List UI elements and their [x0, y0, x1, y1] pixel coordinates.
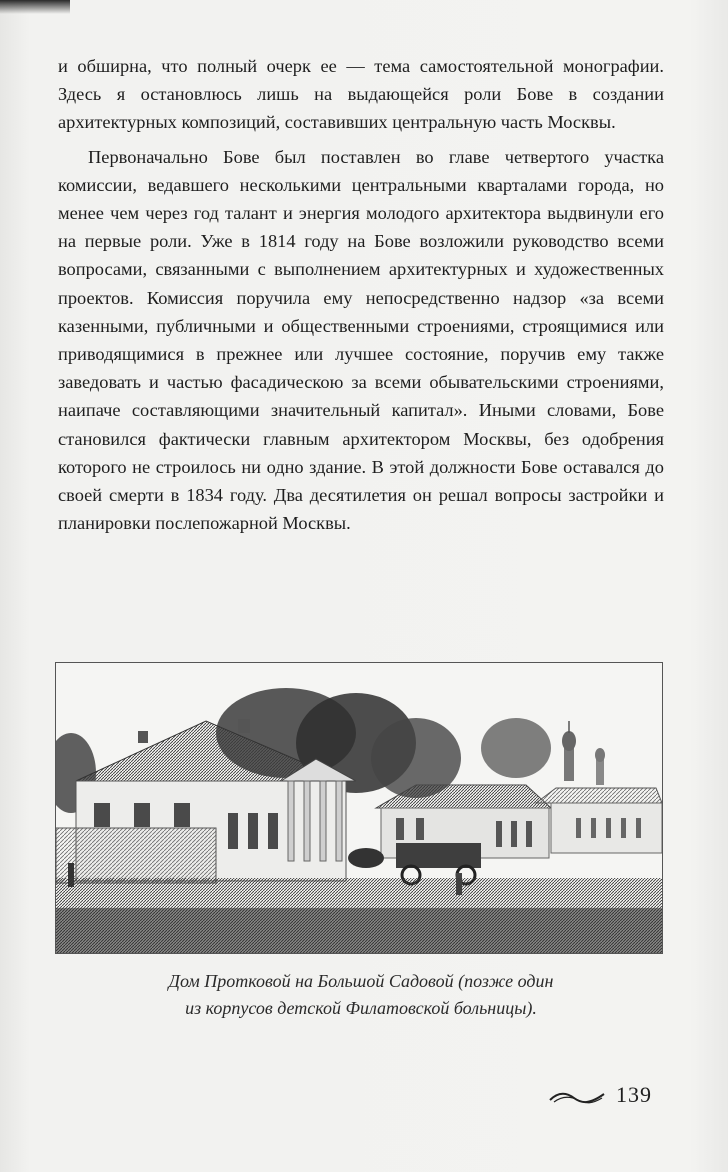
figure-caption	[58, 968, 664, 1022]
engraving-illustration	[55, 662, 663, 954]
caption-line-2: из корпусов детской Филатовской больницы).	[185, 998, 537, 1018]
tilde-ornament-icon	[548, 1090, 606, 1106]
caption-line-1: Дом Протковой на Большой Садовой (позже один	[168, 971, 554, 991]
paragraph-continuation: и обширна, что полный очерк ее — тема самостоятельной монографии. Здесь я остановлюсь лишь на выдающейся роли Бове в создании архитектурных композиций, составивших центральную часть Москвы.	[58, 56, 664, 133]
engraving-image	[56, 663, 662, 953]
page-number: 139	[616, 1082, 652, 1107]
page-edge-shadow	[0, 0, 70, 14]
page-footer	[548, 1082, 668, 1116]
body-text	[58, 52, 664, 537]
paragraph-main: Первоначально Бове был поставлен во главе четвертого участка комиссии, ведавшего несколькими центральными кварталами города, но менее чем через год талант и энергия молодого архитектора выдвинули его на первые роли. Уже в 1814 году на Бове возложили руководство всеми вопросами, связанными с выполнением архитектурных и художественных проектов. Комиссия поручила ему непосредственно надзор «за всеми казенными, публичными и общественными строениями, строящимися или приводящимися в прежнее или лучшее состояние, поручив ему также заведовать и частью фасадическою за всеми обывательскими строениями, наипаче составляющими значительный капитал». Иными словами, Бове становился фактически главным архитектором Москвы, без одобрения которого не строилось ни одно здание. В этой должности Бове оставался до своей смерти в 1834 году. Два десятилетия он решал вопросы застройки и планировки послепожарной Москвы.	[58, 146, 664, 534]
